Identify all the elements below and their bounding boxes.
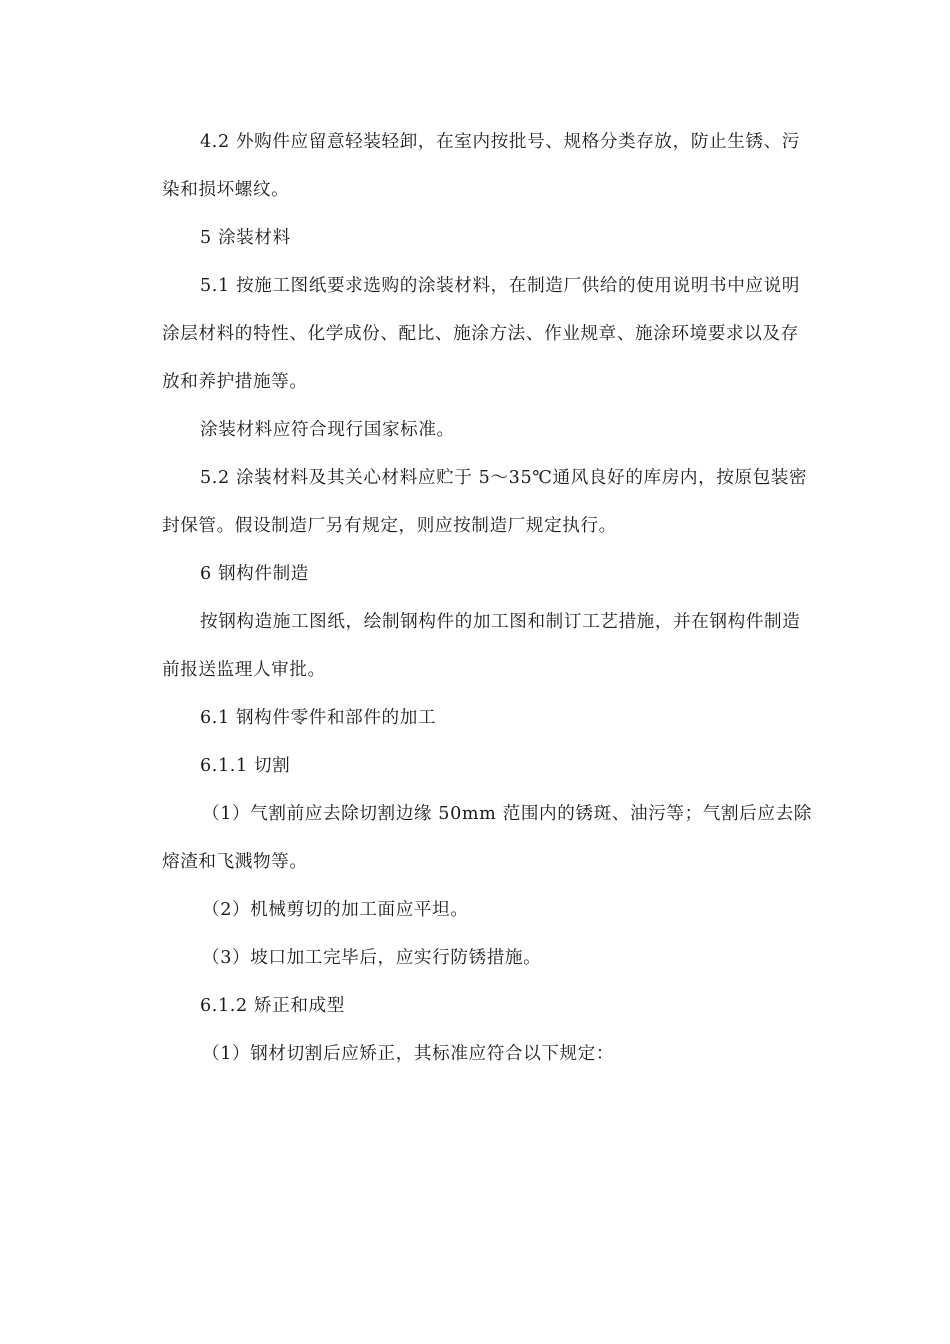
list-item-correction-1: （1）钢材切割后应矫正，其标准应符合以下规定：	[202, 1044, 615, 1064]
heading-6: 6 钢构件制造	[200, 564, 309, 584]
heading-5: 5 涂装材料	[200, 228, 291, 248]
heading-6-1-2: 6.1.2 矫正和成型	[200, 996, 345, 1016]
paragraph-5-1: 5.1 按施工图纸要求选购的涂装材料，在制造厂供给的使用说明书中应说明涂层材料的特性、化学成份、配比、施涂方法、作业规章、施涂环境要求以及存放和养护措施等。	[162, 276, 800, 392]
list-item-3: （3）坡口加工完毕后，应实行防锈措施。	[202, 948, 542, 968]
heading-6-1-1: 6.1.1 切割	[200, 756, 291, 776]
list-item-1: （1）气割前应去除切割边缘 50mm 范围内的锈斑、油污等；气割后应去除熔渣和飞溅物等。	[162, 804, 812, 872]
paragraph-4-2: 4.2 外购件应留意轻装轻卸，在室内按批号、规格分类存放，防止生锈、污染和损坏螺纹。	[162, 132, 800, 200]
document-body	[162, 118, 814, 1078]
list-item-2: （2）机械剪切的加工面应平坦。	[202, 900, 469, 920]
paragraph-5-2: 5.2 涂装材料及其关心材料应贮于 5～35℃通风良好的库房内，按原包装密封保管。假设制造厂另有规定，则应按制造厂规定执行。	[162, 468, 808, 536]
paragraph-6-intro: 按钢构造施工图纸，绘制钢构件的加工图和制订工艺措施，并在钢构件制造前报送监理人审批。	[162, 612, 801, 680]
heading-6-1: 6.1 钢构件零件和部件的加工	[200, 708, 437, 728]
paragraph-standard: 涂装材料应符合现行国家标准。	[200, 420, 455, 440]
